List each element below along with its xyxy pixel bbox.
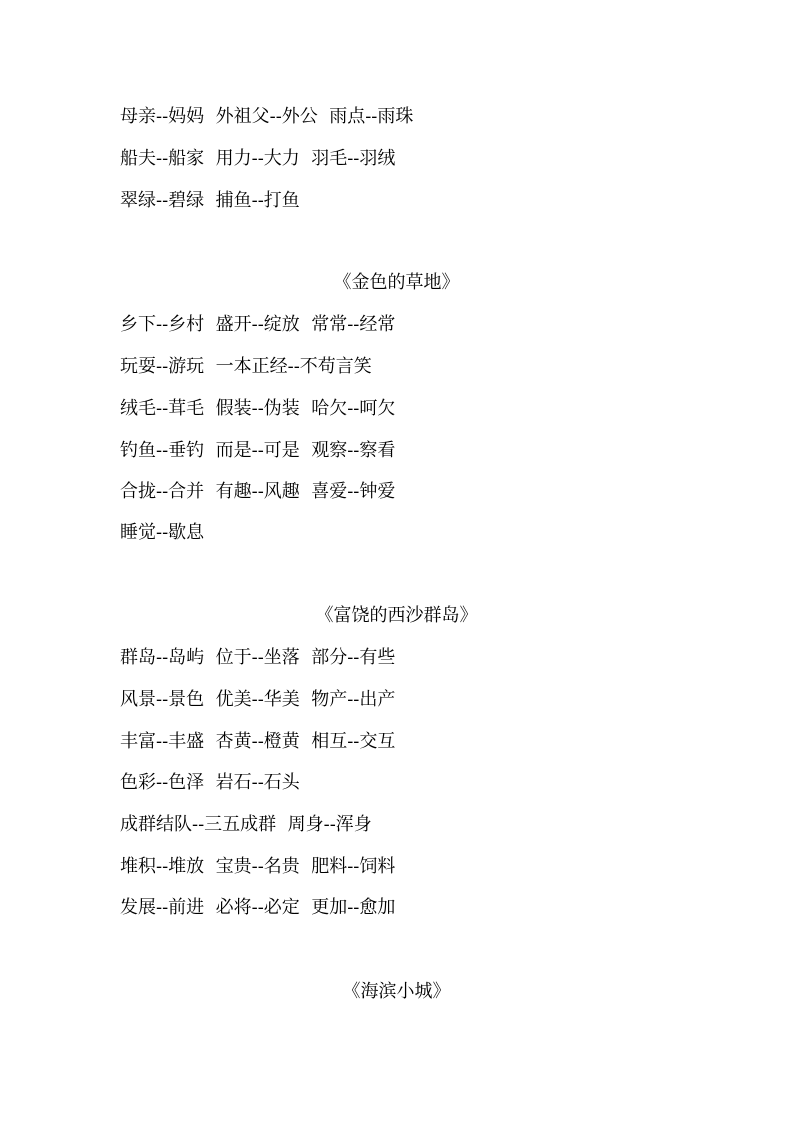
synonym-line: 成群结队--三五成群 周身--浑身: [120, 814, 372, 835]
synonym-line: 翠绿--碧绿 捕鱼--打鱼: [120, 190, 300, 211]
synonym-line: 风景--景色 优美--华美 物产--出产: [120, 689, 396, 710]
synonym-line: 合拢--合并 有趣--风趣 喜爱--钟爱: [120, 481, 396, 502]
synonym-line: 母亲--妈妈 外祖父--外公 雨点--雨珠: [120, 106, 414, 127]
synonym-line: 发展--前进 必将--必定 更加--愈加: [120, 897, 396, 918]
synonym-line: 睡觉--歇息: [120, 522, 205, 543]
synonym-line: 群岛--岛屿 位于--坐落 部分--有些: [120, 647, 396, 668]
synonym-line: 丰富--丰盛 杏黄--橙黄 相互--交互: [120, 731, 396, 752]
section-title: 《富饶的西沙群岛》: [315, 605, 478, 626]
synonym-line: 钓鱼--垂钓 而是--可是 观察--察看: [120, 440, 396, 461]
section-title: 《金色的草地》: [333, 272, 460, 293]
synonym-line: 堆积--堆放 宝贵--名贵 肥料--饲料: [120, 856, 396, 877]
synonym-line: 玩耍--游玩 一本正经--不苟言笑: [120, 356, 372, 377]
synonym-line: 色彩--色泽 岩石--石头: [120, 772, 300, 793]
section-title: 《海滨小城》: [342, 981, 451, 1002]
synonym-line: 乡下--乡村 盛开--绽放 常常--经常: [120, 314, 396, 335]
synonym-line: 绒毛--茸毛 假装--伪装 哈欠--呵欠: [120, 398, 396, 419]
synonym-line: 船夫--船家 用力--大力 羽毛--羽绒: [120, 148, 396, 169]
